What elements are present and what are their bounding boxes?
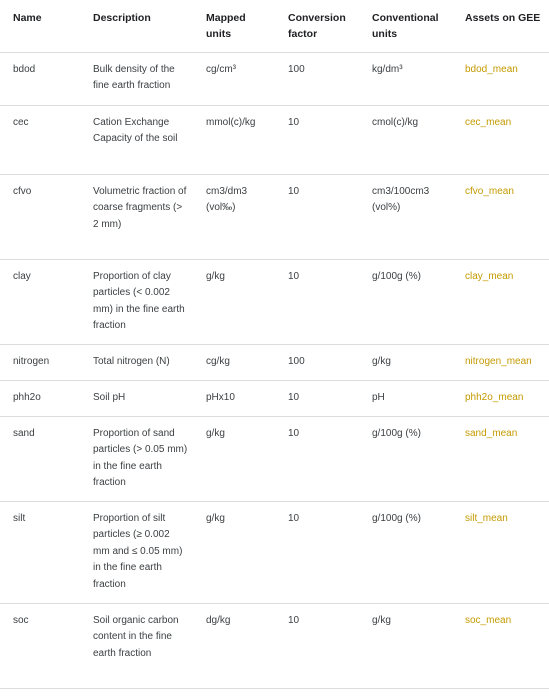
table-row [0,417,549,502]
cell-name: clay [0,260,80,345]
cell-conventional-units: pH [359,381,452,417]
cell-conversion-factor: 10 [275,106,359,175]
cell-description: Proportion of sand particles (> 0.05 mm) in the fine earth fraction [80,417,193,502]
table-row [0,106,549,175]
header-assets-on-gee: Assets on GEE [452,0,549,53]
cell-description: Soil pH [80,381,193,417]
cell-name: cec [0,106,80,175]
cell-mapped-units: g/kg [193,260,275,345]
cell-conversion-factor: 10 [275,417,359,502]
cell-description: Proportion of clay particles (< 0.002 mm) in the fine earth fraction [80,260,193,345]
cell-conversion-factor: 10 [275,604,359,689]
cell-name: bdod [0,53,80,106]
cell-name: sand [0,417,80,502]
cell-mapped-units: mmol(c)/kg [193,106,275,175]
cell-mapped-units: cg/kg [193,345,275,381]
header-mapped-units: Mapped units [193,0,275,53]
table-row [0,604,549,689]
asset-link[interactable]: bdod_mean [452,53,549,106]
table-row [0,381,549,417]
table-header-row [0,0,549,53]
cell-conversion-factor: 10 [275,260,359,345]
header-conventional-units: Conventional units [359,0,452,53]
cell-mapped-units: pHx10 [193,381,275,417]
table-row [0,53,549,106]
table-row [0,345,549,381]
cell-conversion-factor: 100 [275,345,359,381]
cell-conventional-units: g/kg [359,604,452,689]
table-row [0,260,549,345]
cell-name: silt [0,502,80,604]
cell-conventional-units: g/kg [359,345,452,381]
cell-name: nitrogen [0,345,80,381]
cell-conventional-units: cm3/100cm3 (vol%) [359,175,452,260]
cell-conventional-units: g/100g (%) [359,260,452,345]
cell-conversion-factor: 10 [275,381,359,417]
cell-description: Total nitrogen (N) [80,345,193,381]
asset-link[interactable]: cfvo_mean [452,175,549,260]
cell-mapped-units: g/kg [193,417,275,502]
cell-mapped-units: g/kg [193,502,275,604]
cell-conventional-units: cmol(c)/kg [359,106,452,175]
cell-description: Bulk density of the fine earth fraction [80,53,193,106]
header-conversion-factor: Conversion factor [275,0,359,53]
table-row [0,175,549,260]
cell-description: Proportion of silt particles (≥ 0.002 mm and ≤ 0.05 mm) in the fine earth fraction [80,502,193,604]
cell-description: Volumetric fraction of coarse fragments (> 2 mm) [80,175,193,260]
cell-mapped-units: cm3/dm3 (vol‰) [193,175,275,260]
table-row [0,502,549,604]
cell-name: soc [0,604,80,689]
asset-link[interactable]: phh2o_mean [452,381,549,417]
cell-conventional-units: g/100g (%) [359,417,452,502]
cell-mapped-units: cg/cm³ [193,53,275,106]
asset-link[interactable]: clay_mean [452,260,549,345]
cell-name: cfvo [0,175,80,260]
cell-conversion-factor: 10 [275,502,359,604]
asset-link[interactable]: silt_mean [452,502,549,604]
cell-conventional-units: kg/dm³ [359,53,452,106]
asset-link[interactable]: soc_mean [452,604,549,689]
asset-link[interactable]: nitrogen_mean [452,345,549,381]
cell-description: Soil organic carbon content in the fine earth fraction [80,604,193,689]
header-name: Name [0,0,80,53]
cell-conversion-factor: 10 [275,175,359,260]
header-description: Description [80,0,193,53]
cell-conversion-factor: 100 [275,53,359,106]
cell-name: phh2o [0,381,80,417]
asset-link[interactable]: cec_mean [452,106,549,175]
asset-link[interactable]: sand_mean [452,417,549,502]
cell-description: Cation Exchange Capacity of the soil [80,106,193,175]
cell-mapped-units: dg/kg [193,604,275,689]
cell-conventional-units: g/100g (%) [359,502,452,604]
